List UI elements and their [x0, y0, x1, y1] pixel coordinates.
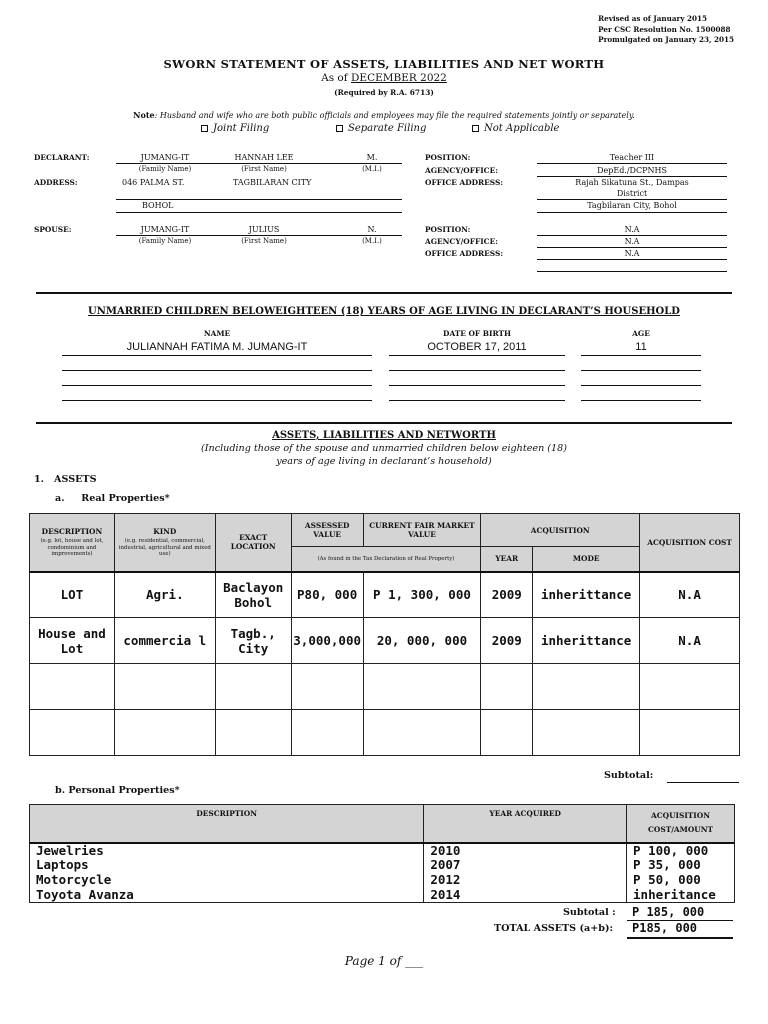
pp-cell-year: 2010 — [424, 843, 627, 858]
rp-cost-header: ACQUISITION COST — [640, 514, 740, 572]
divider — [389, 385, 565, 386]
divider — [537, 199, 727, 200]
rp-cell-year: 2009 — [481, 572, 533, 618]
table-row — [30, 710, 740, 756]
rp-cell-mode: inherittance — [533, 572, 640, 618]
rp-empty-cell — [640, 710, 740, 756]
office-address-line: District — [616, 189, 648, 198]
mi-caption: (M.I.) — [362, 237, 382, 245]
pp-cell-description: Jewelries — [30, 843, 424, 858]
rp-empty-cell — [30, 710, 115, 756]
family-name-caption: (Family Name) — [138, 165, 192, 173]
rp-empty-cell — [291, 710, 363, 756]
table-row — [30, 843, 735, 858]
rp-cell-location: Tagb., City — [215, 618, 291, 664]
real-properties-table — [29, 513, 740, 756]
filing-note — [0, 110, 768, 120]
section-divider — [36, 292, 732, 294]
mi-caption: (M.I.) — [362, 165, 382, 173]
divider — [537, 163, 727, 164]
table-row — [30, 572, 740, 618]
first-name-caption: (First Name) — [241, 165, 287, 173]
divider — [537, 176, 727, 177]
revision-note — [598, 14, 734, 46]
rp-cell-year: 2009 — [481, 618, 533, 664]
rp-cell-fair: 20, 000, 000 — [363, 618, 481, 664]
first-name-caption: (First Name) — [241, 237, 287, 245]
rp-cell-description: House and Lot — [30, 618, 115, 664]
divider — [389, 355, 565, 356]
spouse-mi: N. — [367, 225, 377, 234]
divider — [116, 212, 402, 213]
rp-tax-declaration-note: (As found in the Tax Declaration of Real Property) — [291, 547, 481, 572]
divider — [627, 937, 733, 939]
pp-cost-header: ACQUISITION COST/AMOUNT — [627, 805, 735, 843]
as-of-line — [0, 72, 768, 84]
rp-kind-hint: (e.g. residential, commercial, industrial, agricultural and mixed use) — [118, 538, 211, 557]
spouse-family-name: JUMANG-IT — [140, 225, 190, 234]
divider — [581, 385, 701, 386]
divider — [581, 355, 701, 356]
spouse-office-address-label: OFFICE ADDRESS: — [425, 249, 504, 258]
revision-line: Promulgated on January 23, 2015 — [598, 35, 734, 44]
spouse-agency: N.A — [624, 237, 640, 246]
pp-cell-cost: P 35, 000 — [627, 858, 735, 873]
total-assets-value: P185, 000 — [632, 921, 698, 935]
child-dob: OCTOBER 17, 2011 — [427, 341, 527, 353]
separate-filing-label: Separate Filing — [348, 123, 427, 134]
note-label: Note — [133, 110, 155, 120]
rp-empty-cell — [114, 710, 215, 756]
divider — [537, 235, 727, 236]
children-section-title: UNMARRIED CHILDREN BELOWEIGHTEEN (18) YEARS OF AGE LIVING IN DECLARANT’S HOUSEHOLD — [88, 306, 680, 317]
table-row — [30, 664, 740, 710]
required-by-law: (Required by R.A. 6713) — [334, 88, 434, 97]
spouse-agency-label: AGENCY/OFFICE: — [425, 237, 498, 246]
rp-kind-header — [114, 514, 215, 572]
rp-empty-cell — [363, 710, 481, 756]
pp-cell-cost: P 100, 000 — [627, 843, 735, 858]
spouse-office-address: N.A — [624, 249, 640, 258]
position-label: POSITION: — [425, 153, 471, 162]
rp-subtotal-field[interactable] — [667, 782, 739, 783]
section-divider — [36, 422, 732, 424]
pp-cell-year: 2014 — [424, 888, 627, 903]
table-row — [30, 873, 735, 888]
rp-empty-cell — [481, 664, 533, 710]
personal-properties-table — [29, 804, 735, 903]
divider — [116, 163, 402, 164]
child-name: JULIANNAH FATIMA M. JUMANG-IT — [126, 341, 308, 353]
pp-subtotal-label: Subtotal : — [563, 907, 616, 918]
child-dob-header: DATE OF BIRTH — [443, 329, 511, 338]
divider — [62, 400, 372, 401]
table-row — [30, 888, 735, 903]
divider — [537, 271, 727, 272]
separate-filing-checkbox[interactable] — [336, 125, 343, 132]
rp-empty-cell — [291, 664, 363, 710]
personal-properties-heading: b. Personal Properties* — [55, 785, 180, 796]
real-properties-heading: a. Real Properties* — [55, 493, 170, 504]
office-address-line: Tagbilaran City, Bohol — [587, 201, 677, 210]
child-age: 11 — [635, 341, 647, 353]
pp-cell-cost: inheritance — [627, 888, 735, 903]
declarant-position: Teacher III — [609, 153, 655, 162]
divider — [537, 247, 727, 248]
rp-empty-cell — [533, 710, 640, 756]
rp-cell-fair: P 1, 300, 000 — [363, 572, 481, 618]
as-of-date: DECEMBER 2022 — [350, 72, 447, 84]
rp-empty-cell — [30, 664, 115, 710]
rp-empty-cell — [481, 710, 533, 756]
rp-year-header: YEAR — [481, 547, 533, 572]
pp-cell-cost: P 50, 000 — [627, 873, 735, 888]
assets-heading: 1. ASSETS — [34, 474, 97, 485]
rp-assessed-header: ASSESSED VALUE — [291, 514, 363, 547]
divider — [116, 199, 402, 200]
pp-cell-year: 2012 — [424, 873, 627, 888]
pp-cell-description: Motorcycle — [30, 873, 424, 888]
joint-filing-label: Joint Filing — [213, 123, 270, 134]
spouse-position: N.A — [624, 225, 640, 234]
rp-fair-header: CURRENT FAIR MARKET VALUE — [363, 514, 481, 547]
rp-empty-cell — [215, 664, 291, 710]
spouse-first-name: JULIUS — [248, 225, 280, 234]
declarant-family-name: JUMANG-IT — [140, 153, 190, 162]
office-address-line: Rajah Sikatuna St., Dampas — [575, 178, 689, 187]
total-assets-label: TOTAL ASSETS (a+b): — [494, 923, 614, 934]
revision-line: Per CSC Resolution No. 1500088 — [598, 24, 731, 34]
divider — [581, 400, 701, 401]
divider — [116, 235, 402, 236]
pp-cell-description: Toyota Avanza — [30, 888, 424, 903]
rp-description-hint: (e.g. lot, house and lot, condominium and improvements) — [40, 538, 104, 557]
document-title: SWORN STATEMENT OF ASSETS, LIABILITIES AND NET WORTH — [163, 57, 605, 71]
child-name-header: NAME — [203, 329, 231, 338]
joint-filing-checkbox[interactable] — [201, 125, 208, 132]
divider — [62, 370, 372, 371]
rp-cell-kind: Agri. — [114, 572, 215, 618]
rp-location-header: EXACT LOCATION — [215, 514, 291, 572]
rp-empty-cell — [640, 664, 740, 710]
rp-cell-mode: inherittance — [533, 618, 640, 664]
rp-acquisition-header: ACQUISITION — [481, 514, 640, 547]
rp-description-header — [30, 514, 115, 572]
rp-subtotal-label: Subtotal: — [604, 770, 654, 781]
rp-cell-kind: commercia l — [114, 618, 215, 664]
rp-cell-cost: N.A — [640, 618, 740, 664]
rp-cell-assessed: 3,000,000 — [291, 618, 363, 664]
rp-cell-cost: N.A — [640, 572, 740, 618]
rp-kind-label: KIND — [153, 527, 177, 536]
pp-year-header: YEAR ACQUIRED — [424, 805, 627, 843]
joint-filing-option[interactable] — [201, 123, 269, 134]
alnw-subtitle: (Including those of the spouse and unmarried children below eighteen (18) — [201, 443, 567, 454]
note-text: : Husband and wife who are both public officials and employees may file the required statements jointly or separately. — [154, 111, 635, 120]
rp-empty-cell — [114, 664, 215, 710]
declarant-agency: DepEd./DCPNHS — [597, 166, 667, 175]
not-applicable-option[interactable] — [472, 123, 559, 134]
not-applicable-checkbox[interactable] — [472, 125, 479, 132]
address-province: BOHOL — [142, 201, 174, 210]
divider — [581, 370, 701, 371]
table-row — [30, 858, 735, 873]
alnw-subtitle: years of age living in declarant’s household) — [276, 456, 492, 467]
family-name-caption: (Family Name) — [138, 237, 192, 245]
agency-label: AGENCY/OFFICE: — [425, 166, 498, 175]
declarant-first-name: HANNAH LEE — [234, 153, 294, 162]
address-label: ADDRESS: — [34, 178, 78, 187]
spouse-position-label: POSITION: — [425, 225, 471, 234]
child-age-header: AGE — [632, 329, 650, 338]
divider — [389, 370, 565, 371]
declarant-label: DECLARANT: — [34, 153, 90, 162]
rp-description-label: DESCRIPTION — [41, 527, 103, 536]
rp-empty-cell — [533, 664, 640, 710]
office-address-label: OFFICE ADDRESS: — [425, 178, 504, 187]
divider — [62, 385, 372, 386]
declarant-mi: M. — [366, 153, 378, 162]
rp-cell-description: LOT — [30, 572, 115, 618]
rp-cell-assessed: P80, 000 — [291, 572, 363, 618]
divider — [537, 212, 727, 213]
pp-cell-description: Laptops — [30, 858, 424, 873]
divider — [537, 259, 727, 260]
rp-cell-location: Baclayon Bohol — [215, 572, 291, 618]
pp-cell-year: 2007 — [424, 858, 627, 873]
divider — [62, 355, 372, 356]
pp-subtotal-value: P 185, 000 — [632, 905, 705, 919]
separate-filing-option[interactable] — [336, 123, 426, 134]
address-city: TAGBILARAN CITY — [233, 178, 312, 187]
alnw-title: ASSETS, LIABILITIES AND NETWORTH — [272, 430, 496, 441]
rp-empty-cell — [363, 664, 481, 710]
pp-description-header: DESCRIPTION — [30, 805, 424, 843]
as-of-label: As of — [321, 72, 348, 84]
not-applicable-label: Not Applicable — [484, 123, 560, 134]
rp-empty-cell — [215, 710, 291, 756]
rp-mode-header: MODE — [533, 547, 640, 572]
table-row — [30, 618, 740, 664]
spouse-label: SPOUSE: — [34, 225, 72, 234]
divider — [389, 400, 565, 401]
page-number: Page 1 of ___ — [344, 954, 424, 968]
address-street: 046 PALMA ST. — [122, 178, 185, 187]
revision-line: Revised as of January 2015 — [598, 14, 708, 23]
